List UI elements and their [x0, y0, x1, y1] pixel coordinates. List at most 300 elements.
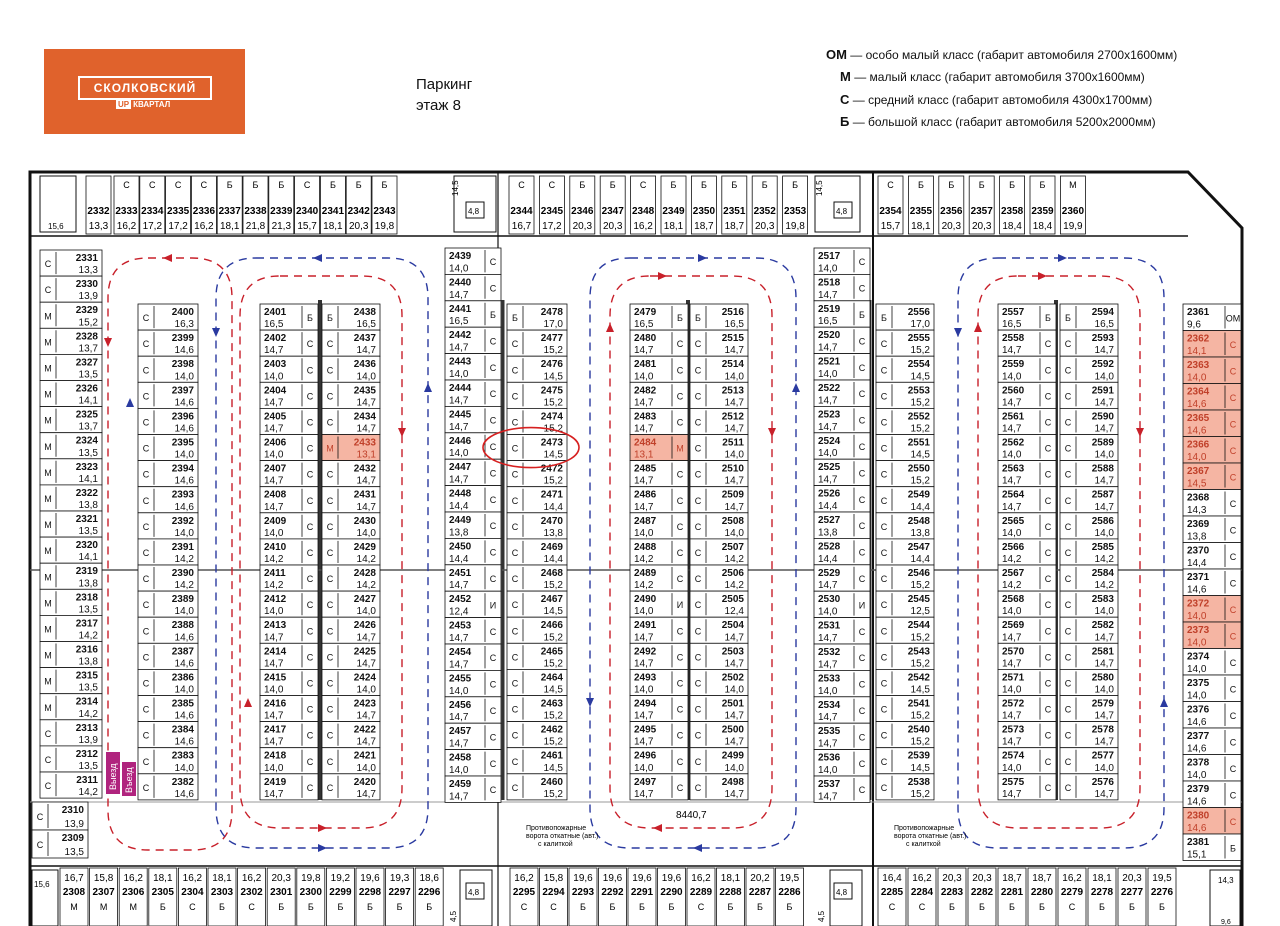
parking-space-2370[interactable]	[1183, 543, 1241, 570]
parking-space-2386[interactable]	[138, 669, 198, 695]
parking-space-2380[interactable]	[1183, 808, 1241, 835]
parking-space-2376[interactable]	[1183, 702, 1241, 729]
parking-space-2562[interactable]	[998, 435, 1056, 461]
parking-space-2515[interactable]	[690, 330, 748, 356]
parking-space-2513[interactable]	[690, 382, 748, 408]
parking-space-2473[interactable]	[507, 435, 567, 461]
parking-space-2430[interactable]	[322, 513, 380, 539]
parking-space-2587[interactable]	[1060, 487, 1118, 513]
parking-space-2541[interactable]	[876, 696, 934, 722]
parking-space-2319[interactable]	[40, 563, 102, 589]
parking-space-2457[interactable]	[445, 723, 501, 749]
parking-space-2350[interactable]	[691, 176, 716, 234]
parking-space-2481[interactable]	[630, 356, 688, 382]
parking-space-2322[interactable]	[40, 485, 102, 511]
parking-space-2418[interactable]	[260, 748, 318, 774]
parking-space-2549[interactable]	[876, 487, 934, 513]
parking-space-2582[interactable]	[1060, 617, 1118, 643]
parking-space-2416[interactable]	[260, 696, 318, 722]
parking-space-2441[interactable]	[445, 301, 501, 327]
parking-space-2280[interactable]	[1028, 868, 1056, 926]
parking-space-2425[interactable]	[322, 643, 380, 669]
parking-space-2383[interactable]	[138, 748, 198, 774]
parking-space-2467[interactable]	[507, 591, 567, 617]
parking-space-2588[interactable]	[1060, 461, 1118, 487]
parking-space-2318[interactable]	[40, 589, 102, 615]
parking-space-2393[interactable]	[138, 487, 198, 513]
parking-space-2527[interactable]	[814, 512, 870, 538]
parking-space-2482[interactable]	[630, 382, 688, 408]
parking-space-2326[interactable]	[40, 381, 102, 407]
parking-space-2306[interactable]	[119, 868, 147, 926]
parking-space-2538[interactable]	[876, 774, 934, 800]
parking-space-2374[interactable]	[1183, 649, 1241, 676]
parking-space-2495[interactable]	[630, 722, 688, 748]
parking-space-2557[interactable]	[998, 304, 1056, 330]
parking-space-2523[interactable]	[814, 406, 870, 432]
parking-space-2351[interactable]	[722, 176, 747, 234]
parking-space-2499[interactable]	[690, 748, 748, 774]
parking-space-2492[interactable]	[630, 643, 688, 669]
parking-space-2533[interactable]	[814, 670, 870, 696]
parking-space-2389[interactable]	[138, 591, 198, 617]
parking-space-2436[interactable]	[322, 356, 380, 382]
parking-space-2310[interactable]	[32, 802, 88, 830]
parking-space-2287[interactable]	[746, 868, 774, 926]
parking-space-2497[interactable]	[630, 774, 688, 800]
parking-space-2593[interactable]	[1060, 330, 1118, 356]
parking-space-2550[interactable]	[876, 461, 934, 487]
parking-space-2422[interactable]	[322, 722, 380, 748]
parking-space-2312[interactable]	[40, 746, 102, 772]
parking-space-2352[interactable]	[752, 176, 777, 234]
parking-space-2292[interactable]	[599, 868, 627, 926]
parking-space-2502[interactable]	[690, 669, 748, 695]
parking-space-2321[interactable]	[40, 511, 102, 537]
parking-space-2554[interactable]	[876, 356, 934, 382]
parking-space-2578[interactable]	[1060, 722, 1118, 748]
parking-space-2315[interactable]	[40, 668, 102, 694]
parking-space-2335[interactable]	[166, 176, 191, 234]
parking-space-2329[interactable]	[40, 302, 102, 328]
parking-space-2397[interactable]	[138, 382, 198, 408]
parking-space-2439[interactable]	[445, 248, 501, 274]
parking-space-2424[interactable]	[322, 669, 380, 695]
parking-space-2553[interactable]	[876, 382, 934, 408]
parking-space-2392[interactable]	[138, 513, 198, 539]
parking-space-2429[interactable]	[322, 539, 380, 565]
parking-space-2537[interactable]	[814, 776, 870, 802]
parking-space-2432[interactable]	[322, 461, 380, 487]
parking-space-2325[interactable]	[40, 407, 102, 433]
parking-space-2479[interactable]	[630, 304, 688, 330]
parking-space-2303[interactable]	[208, 868, 236, 926]
parking-space-2372[interactable]	[1183, 596, 1241, 623]
parking-space-2355[interactable]	[908, 176, 933, 234]
parking-space-2521[interactable]	[814, 354, 870, 380]
parking-space-2407[interactable]	[260, 461, 318, 487]
parking-space-2568[interactable]	[998, 591, 1056, 617]
parking-space-2414[interactable]	[260, 643, 318, 669]
parking-space-2368[interactable]	[1183, 490, 1241, 517]
parking-space-2530[interactable]	[814, 591, 870, 617]
parking-space-2569[interactable]	[998, 617, 1056, 643]
parking-space-2456[interactable]	[445, 697, 501, 723]
parking-space-2293[interactable]	[569, 868, 597, 926]
parking-space-2547[interactable]	[876, 539, 934, 565]
parking-space-2476[interactable]	[507, 356, 567, 382]
parking-space-2435[interactable]	[322, 382, 380, 408]
parking-space-2589[interactable]	[1060, 435, 1118, 461]
parking-space-2592[interactable]	[1060, 356, 1118, 382]
parking-space-2388[interactable]	[138, 617, 198, 643]
parking-space-2460[interactable]	[507, 774, 567, 800]
parking-space-2534[interactable]	[814, 697, 870, 723]
parking-space-2412[interactable]	[260, 591, 318, 617]
parking-space-2519[interactable]	[814, 301, 870, 327]
parking-space-2404[interactable]	[260, 382, 318, 408]
parking-space-2509[interactable]	[690, 487, 748, 513]
parking-space-2299[interactable]	[326, 868, 354, 926]
parking-space-2433[interactable]	[322, 435, 380, 461]
parking-space-2466[interactable]	[507, 617, 567, 643]
parking-space-2500[interactable]	[690, 722, 748, 748]
parking-space-2427[interactable]	[322, 591, 380, 617]
parking-space-2485[interactable]	[630, 461, 688, 487]
parking-space-2401[interactable]	[260, 304, 318, 330]
parking-space-2503[interactable]	[690, 643, 748, 669]
parking-space-2428[interactable]	[322, 565, 380, 591]
parking-space-2453[interactable]	[445, 618, 501, 644]
parking-space-2451[interactable]	[445, 565, 501, 591]
parking-space-2576[interactable]	[1060, 774, 1118, 800]
parking-space-2395[interactable]	[138, 435, 198, 461]
parking-space-2560[interactable]	[998, 382, 1056, 408]
parking-space-2336[interactable]	[191, 176, 216, 234]
parking-space-2543[interactable]	[876, 643, 934, 669]
parking-space-2346[interactable]	[570, 176, 595, 234]
parking-space-2532[interactable]	[814, 644, 870, 670]
parking-space-2566[interactable]	[998, 539, 1056, 565]
parking-space-2444[interactable]	[445, 380, 501, 406]
parking-space-2313[interactable]	[40, 720, 102, 746]
parking-space-2281[interactable]	[998, 868, 1026, 926]
parking-space-2470[interactable]	[507, 513, 567, 539]
parking-space-2584[interactable]	[1060, 565, 1118, 591]
parking-space-2551[interactable]	[876, 435, 934, 461]
parking-space-2454[interactable]	[445, 644, 501, 670]
parking-space-2493[interactable]	[630, 669, 688, 695]
parking-space-2455[interactable]	[445, 670, 501, 696]
parking-space-2577[interactable]	[1060, 748, 1118, 774]
parking-space-2510[interactable]	[690, 461, 748, 487]
parking-space-2338[interactable]	[243, 176, 268, 234]
parking-space-2555[interactable]	[876, 330, 934, 356]
parking-space-2399[interactable]	[138, 330, 198, 356]
parking-space-2561[interactable]	[998, 408, 1056, 434]
parking-space-2391[interactable]	[138, 539, 198, 565]
parking-space-2277[interactable]	[1118, 868, 1146, 926]
parking-space-2452[interactable]	[445, 591, 501, 617]
parking-space-2522[interactable]	[814, 380, 870, 406]
parking-space-2518[interactable]	[814, 274, 870, 300]
parking-space-2353[interactable]	[783, 176, 808, 234]
parking-space-2484[interactable]	[630, 435, 688, 461]
parking-space-2371[interactable]	[1183, 569, 1241, 596]
parking-space-2362[interactable]	[1183, 331, 1241, 358]
parking-space-2339[interactable]	[269, 176, 294, 234]
parking-space-2461[interactable]	[507, 748, 567, 774]
parking-space-2580[interactable]	[1060, 669, 1118, 695]
parking-space-2434[interactable]	[322, 408, 380, 434]
parking-space-2378[interactable]	[1183, 755, 1241, 782]
parking-space-2573[interactable]	[998, 722, 1056, 748]
parking-space-2369[interactable]	[1183, 516, 1241, 543]
parking-space-2337[interactable]	[217, 176, 242, 234]
parking-space-2477[interactable]	[507, 330, 567, 356]
parking-space-2526[interactable]	[814, 486, 870, 512]
parking-space-2525[interactable]	[814, 459, 870, 485]
parking-space-2559[interactable]	[998, 356, 1056, 382]
parking-space-2290[interactable]	[658, 868, 686, 926]
parking-space-2373[interactable]	[1183, 622, 1241, 649]
parking-space-2505[interactable]	[690, 591, 748, 617]
parking-space-2357[interactable]	[969, 176, 994, 234]
parking-space-2483[interactable]	[630, 408, 688, 434]
parking-space-2375[interactable]	[1183, 675, 1241, 702]
parking-space-2585[interactable]	[1060, 539, 1118, 565]
parking-space-2511[interactable]	[690, 435, 748, 461]
parking-space-2279[interactable]	[1058, 868, 1086, 926]
parking-space-2544[interactable]	[876, 617, 934, 643]
parking-space-2365[interactable]	[1183, 410, 1241, 437]
parking-space-2463[interactable]	[507, 696, 567, 722]
parking-space-2284[interactable]	[908, 868, 936, 926]
parking-space-2423[interactable]	[322, 696, 380, 722]
parking-space-2478[interactable]	[507, 304, 567, 330]
parking-space-2406[interactable]	[260, 435, 318, 461]
parking-space-2420[interactable]	[322, 774, 380, 800]
parking-space-2363[interactable]	[1183, 357, 1241, 384]
parking-space-2565[interactable]	[998, 513, 1056, 539]
parking-space-2381[interactable]	[1183, 834, 1241, 861]
parking-space-2498[interactable]	[690, 774, 748, 800]
parking-space-2419[interactable]	[260, 774, 318, 800]
parking-space-2431[interactable]	[322, 487, 380, 513]
parking-space-2488[interactable]	[630, 539, 688, 565]
parking-space-2458[interactable]	[445, 750, 501, 776]
parking-space-2501[interactable]	[690, 696, 748, 722]
parking-space-2464[interactable]	[507, 669, 567, 695]
parking-space-2494[interactable]	[630, 696, 688, 722]
parking-space-2552[interactable]	[876, 408, 934, 434]
parking-space-2316[interactable]	[40, 642, 102, 668]
parking-space-2487[interactable]	[630, 513, 688, 539]
parking-space-2340[interactable]	[295, 176, 320, 234]
parking-space-2334[interactable]	[140, 176, 165, 234]
parking-space-2327[interactable]	[40, 354, 102, 380]
parking-space-2304[interactable]	[178, 868, 206, 926]
parking-space-2520[interactable]	[814, 327, 870, 353]
parking-space-2379[interactable]	[1183, 781, 1241, 808]
parking-space-2571[interactable]	[998, 669, 1056, 695]
parking-space-2285[interactable]	[878, 868, 906, 926]
parking-space-2531[interactable]	[814, 618, 870, 644]
parking-space-2297[interactable]	[386, 868, 414, 926]
parking-space-2410[interactable]	[260, 539, 318, 565]
parking-space-2471[interactable]	[507, 487, 567, 513]
parking-space-2504[interactable]	[690, 617, 748, 643]
parking-space-2449[interactable]	[445, 512, 501, 538]
parking-space-2417[interactable]	[260, 722, 318, 748]
parking-space-2465[interactable]	[507, 643, 567, 669]
parking-space-2367[interactable]	[1183, 463, 1241, 490]
parking-space-2384[interactable]	[138, 722, 198, 748]
parking-space-2490[interactable]	[630, 591, 688, 617]
parking-space-2447[interactable]	[445, 459, 501, 485]
parking-space-2400[interactable]	[138, 304, 198, 330]
parking-space-2276[interactable]	[1148, 868, 1176, 926]
parking-space-2462[interactable]	[507, 722, 567, 748]
parking-space-2377[interactable]	[1183, 728, 1241, 755]
parking-space-2514[interactable]	[690, 356, 748, 382]
parking-space-2402[interactable]	[260, 330, 318, 356]
parking-space-2282[interactable]	[968, 868, 996, 926]
parking-space-2517[interactable]	[814, 248, 870, 274]
parking-space-2301[interactable]	[267, 868, 295, 926]
parking-space-2328[interactable]	[40, 328, 102, 354]
parking-space-2300[interactable]	[297, 868, 325, 926]
parking-space-2539[interactable]	[876, 748, 934, 774]
parking-space-2579[interactable]	[1060, 696, 1118, 722]
parking-space-2516[interactable]	[690, 304, 748, 330]
parking-space-2309[interactable]	[32, 830, 88, 858]
parking-space-2567[interactable]	[998, 565, 1056, 591]
parking-space-2356[interactable]	[939, 176, 964, 234]
parking-space-2278[interactable]	[1088, 868, 1116, 926]
parking-space-2574[interactable]	[998, 748, 1056, 774]
parking-space-2528[interactable]	[814, 538, 870, 564]
parking-space-2324[interactable]	[40, 433, 102, 459]
parking-space-2491[interactable]	[630, 617, 688, 643]
parking-space-2437[interactable]	[322, 330, 380, 356]
parking-space-2469[interactable]	[507, 539, 567, 565]
parking-space-2413[interactable]	[260, 617, 318, 643]
parking-space-2546[interactable]	[876, 565, 934, 591]
parking-space-2558[interactable]	[998, 330, 1056, 356]
parking-space-2575[interactable]	[998, 774, 1056, 800]
parking-space-2415[interactable]	[260, 669, 318, 695]
parking-space-2524[interactable]	[814, 433, 870, 459]
parking-space-2361[interactable]	[1183, 304, 1241, 331]
parking-space-2590[interactable]	[1060, 408, 1118, 434]
parking-space-2556[interactable]	[876, 304, 934, 330]
parking-space-2459[interactable]	[445, 776, 501, 802]
parking-space-2294[interactable]	[540, 868, 568, 926]
parking-space-2308[interactable]	[60, 868, 88, 926]
parking-space-2536[interactable]	[814, 750, 870, 776]
parking-space-2317[interactable]	[40, 615, 102, 641]
parking-space-2390[interactable]	[138, 565, 198, 591]
parking-space-2291[interactable]	[628, 868, 656, 926]
parking-space-2409[interactable]	[260, 513, 318, 539]
parking-space-2591[interactable]	[1060, 382, 1118, 408]
parking-space-2345[interactable]	[539, 176, 564, 234]
parking-space-2348[interactable]	[631, 176, 656, 234]
parking-space-2540[interactable]	[876, 722, 934, 748]
parking-space-2330[interactable]	[40, 276, 102, 302]
parking-space-2542[interactable]	[876, 669, 934, 695]
parking-space-2342[interactable]	[346, 176, 371, 234]
parking-space-2475[interactable]	[507, 382, 567, 408]
parking-space-2421[interactable]	[322, 748, 380, 774]
parking-space-2343[interactable]	[372, 176, 397, 234]
parking-space-2382[interactable]	[138, 774, 198, 800]
parking-space-2583[interactable]	[1060, 591, 1118, 617]
parking-space-2570[interactable]	[998, 643, 1056, 669]
parking-space-2489[interactable]	[630, 565, 688, 591]
parking-space-2440[interactable]	[445, 274, 501, 300]
parking-space-2548[interactable]	[876, 513, 934, 539]
parking-space-2572[interactable]	[998, 696, 1056, 722]
parking-space-2507[interactable]	[690, 539, 748, 565]
parking-space-2545[interactable]	[876, 591, 934, 617]
parking-space-2289[interactable]	[687, 868, 715, 926]
parking-space-2508[interactable]	[690, 513, 748, 539]
parking-space-2387[interactable]	[138, 643, 198, 669]
parking-space-2581[interactable]	[1060, 643, 1118, 669]
parking-space-2295[interactable]	[510, 868, 538, 926]
parking-space-2443[interactable]	[445, 354, 501, 380]
parking-space-2563[interactable]	[998, 461, 1056, 487]
parking-space-2468[interactable]	[507, 565, 567, 591]
parking-space-2594[interactable]	[1060, 304, 1118, 330]
parking-space-2496[interactable]	[630, 748, 688, 774]
parking-space-2564[interactable]	[998, 487, 1056, 513]
parking-space-2403[interactable]	[260, 356, 318, 382]
parking-space-2296[interactable]	[415, 868, 443, 926]
parking-space-2398[interactable]	[138, 356, 198, 382]
parking-space-2446[interactable]	[445, 433, 501, 459]
parking-space-2358[interactable]	[1000, 176, 1025, 234]
parking-space-2344[interactable]	[509, 176, 534, 234]
parking-space-2411[interactable]	[260, 565, 318, 591]
parking-space-2405[interactable]	[260, 408, 318, 434]
parking-space-2360[interactable]	[1060, 176, 1085, 234]
parking-space-2331[interactable]	[40, 250, 102, 276]
parking-space-2486[interactable]	[630, 487, 688, 513]
parking-space-2305[interactable]	[149, 868, 177, 926]
parking-space-2347[interactable]	[600, 176, 625, 234]
parking-space-2302[interactable]	[238, 868, 266, 926]
parking-space-2408[interactable]	[260, 487, 318, 513]
parking-space-2448[interactable]	[445, 486, 501, 512]
parking-space-2307[interactable]	[90, 868, 118, 926]
parking-space-2288[interactable]	[717, 868, 745, 926]
parking-space-2286[interactable]	[776, 868, 804, 926]
parking-space-2450[interactable]	[445, 538, 501, 564]
parking-space-2506[interactable]	[690, 565, 748, 591]
parking-space-2341[interactable]	[320, 176, 345, 234]
parking-space-2298[interactable]	[356, 868, 384, 926]
parking-space-2394[interactable]	[138, 461, 198, 487]
parking-space-2442[interactable]	[445, 327, 501, 353]
parking-space-2283[interactable]	[938, 868, 966, 926]
parking-space-2349[interactable]	[661, 176, 686, 234]
parking-space-2359[interactable]	[1030, 176, 1055, 234]
parking-space-2535[interactable]	[814, 723, 870, 749]
parking-space-2333[interactable]	[114, 176, 139, 234]
